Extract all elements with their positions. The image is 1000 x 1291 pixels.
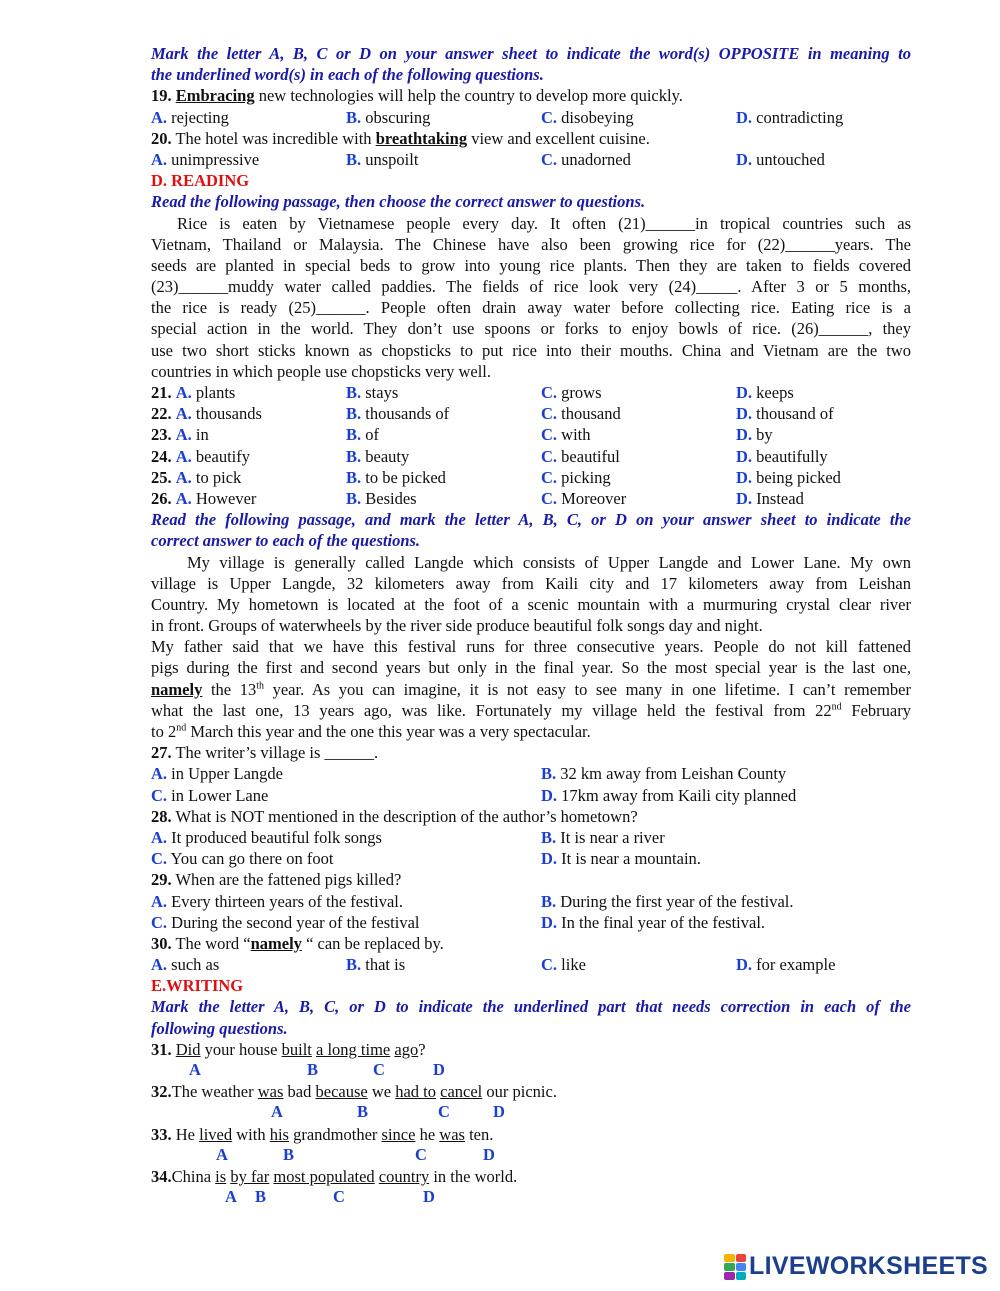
letter-d: D (433, 1060, 445, 1079)
option-25-a[interactable]: 25. A. to pick (151, 467, 242, 487)
option-27-d[interactable]: D. 17km away from Kaili city planned (541, 785, 797, 805)
option-26-b[interactable]: B. Besides (346, 488, 417, 508)
option-22-b[interactable]: B. thousands of (346, 404, 450, 424)
option-26-c[interactable]: C. Moreover (541, 488, 627, 508)
option-27-b[interactable]: B. 32 km away from Leishan County (541, 764, 787, 784)
option-26-a[interactable]: 26. A. However (151, 488, 257, 508)
underlined-part-a[interactable]: lived (199, 1124, 233, 1144)
logo-text: LIVEWORKSHEETS (749, 1252, 988, 1280)
instruction-opposite: Mark the letter A, B, C or D on your answer sheet to indicate the word(s) OPPOSITE in meaning to (151, 44, 911, 63)
instruction-writing-cont: following questions. (151, 1018, 288, 1038)
options-26 (151, 488, 911, 509)
option-24-c[interactable]: C. beautiful (541, 446, 620, 466)
option-28-b[interactable]: B. It is near a river (541, 827, 665, 847)
option-23-b[interactable]: B. of (346, 425, 380, 445)
liveworksheets-logo (724, 1252, 988, 1281)
letter-a: A (189, 1060, 201, 1079)
options-30 (151, 954, 911, 975)
option-21-a[interactable]: 21. A. plants (151, 383, 236, 402)
options-23 (151, 424, 911, 445)
option-29-a[interactable]: A. Every thirteen years of the festival. (151, 891, 403, 911)
passage-line: what the last one, 13 years ago, was like. Fortunately my village held the festival from 22nd February (151, 700, 911, 720)
instruction-opposite-cont: the underlined word(s) in each of the following questions. (151, 65, 544, 85)
option-21-b[interactable]: B. stays (346, 383, 399, 402)
letter-b: B (357, 1102, 369, 1122)
option-21-d[interactable]: D. keeps (736, 383, 794, 402)
answer-letters-31 (151, 1060, 911, 1081)
underlined-part-b[interactable]: built (281, 1039, 312, 1059)
underlined-part-d[interactable]: country (378, 1166, 430, 1186)
letter-a: A (216, 1144, 228, 1164)
passage-line: My father said that we have this festival runs for three consecutive years. People do not kill fattened (151, 637, 911, 657)
passage-line: My village is generally called Langde which consists of Upper Langde and Lower Lane. My own (187, 552, 911, 572)
underlined-part-a[interactable]: Did (175, 1039, 201, 1059)
option-30-b[interactable]: B. that is (346, 955, 406, 975)
option-29-d[interactable]: D. In the final year of the festival. (541, 912, 766, 932)
passage-line: the rice is ready (25)______. People often drain away water before collecting rice. Eating rice is a (151, 298, 911, 318)
option-23-d[interactable]: D. by (736, 425, 773, 445)
question-30: 30. The word “namely “ can be replaced by. (151, 933, 444, 953)
underlined-part-b[interactable]: his (269, 1124, 289, 1144)
options-28-row1 (151, 827, 911, 848)
underlined-part-c[interactable]: most populated (273, 1166, 375, 1186)
underlined-part-c[interactable]: had to (395, 1082, 437, 1102)
option-23-c[interactable]: C. with (541, 425, 591, 445)
question-31: 31. Did your house built a long time ago? (151, 1039, 426, 1059)
section-reading-heading: D. READING (151, 171, 250, 191)
option-19-a[interactable]: A. rejecting (151, 107, 229, 127)
option-25-c[interactable]: C. picking (541, 467, 611, 487)
options-28-row2 (151, 848, 911, 869)
option-30-c[interactable]: C. like (541, 955, 586, 975)
letter-a: A (271, 1102, 283, 1122)
option-19-d[interactable]: D. contradicting (736, 107, 844, 127)
option-29-b[interactable]: B. During the first year of the festival. (541, 891, 794, 911)
option-28-c[interactable]: C. You can go there on foot (151, 849, 334, 869)
instruction-writing: Mark the letter A, B, C, or D to indicate the underlined part that needs correction in each of the (151, 997, 911, 1017)
options-25 (151, 467, 911, 488)
passage-rice (151, 213, 911, 383)
options-29-row2 (151, 912, 911, 933)
option-23-a[interactable]: 23. A. in (151, 425, 209, 445)
options-19 (151, 107, 911, 128)
underlined-part-c[interactable]: since (381, 1124, 416, 1144)
question-34: 34.China is by far most populated country in the world. (151, 1166, 518, 1186)
letter-c: C (373, 1060, 385, 1079)
option-24-a[interactable]: 24. A. beautify (151, 446, 250, 466)
options-27-row1 (151, 763, 911, 784)
underlined-part-a[interactable]: is (215, 1166, 227, 1186)
option-27-a[interactable]: A. in Upper Langde (151, 764, 283, 784)
instruction-reading-2-cont: correct answer to each of the questions. (151, 531, 421, 551)
underlined-part-a[interactable]: was (257, 1082, 284, 1102)
worksheet-page (151, 43, 911, 1208)
option-29-c[interactable]: C. During the second year of the festival (151, 912, 420, 932)
passage-line: village is Upper Langde, 32 kilometers away from Kaili city and 17 kilometers away from Leishan (151, 573, 911, 593)
option-24-d[interactable]: D. beautifully (736, 446, 828, 466)
options-27-row2 (151, 785, 911, 806)
letter-d: D (423, 1187, 435, 1207)
passage-line: use two short sticks known as chopsticks to put rice into their mouths. China and Vietnam are the two (151, 340, 911, 360)
option-30-a[interactable]: A. such as (151, 955, 220, 975)
question-28: 28. What is NOT mentioned in the description of the author’s hometown? (151, 806, 638, 826)
passage-line: special action in the world. They don’t use spoons or forks to enjoy bowls of rice. (26)______, they (151, 319, 911, 339)
option-20-a[interactable]: A. unimpressive (151, 149, 260, 169)
letter-b: B (255, 1187, 267, 1207)
question-20: 20. The hotel was incredible with breathtaking view and excellent cuisine. (151, 128, 650, 148)
letter-a: A (225, 1187, 237, 1207)
option-24-b[interactable]: B. beauty (346, 446, 410, 466)
underlined-part-c[interactable]: a long time (316, 1039, 391, 1059)
option-20-d[interactable]: D. untouched (736, 149, 825, 169)
instruction-reading-2: Read the following passage, and mark the letter A, B, C, or D on your answer sheet to indicate the (151, 510, 911, 530)
options-22 (151, 403, 911, 424)
question-19: 19. Embracing new technologies will help the country to develop more quickly. (151, 86, 683, 106)
liveworksheets-logo-icon (724, 1254, 746, 1280)
option-22-a[interactable]: 22. A. thousands (151, 404, 262, 424)
passage-line: Rice is eaten by Vietnamese people every day. It often (21)______in tropical countries such as (177, 213, 911, 233)
option-19-b[interactable]: B. obscuring (346, 107, 431, 127)
option-27-c[interactable]: C. in Lower Lane (151, 785, 269, 805)
passage-line: seeds are planted in special beds to grow into young rice plants. Then they are taken to fields covered (151, 255, 911, 275)
answer-letters-32 (151, 1102, 911, 1123)
underlined-part-b[interactable]: because (315, 1082, 368, 1102)
passage-line: Country. My hometown is located at the foot of a scenic mountain with a murmuring crystal clear river (151, 594, 911, 614)
option-20-b[interactable]: B. unspoilt (346, 149, 419, 169)
letter-b: B (307, 1060, 319, 1079)
letter-d: D (483, 1144, 495, 1164)
instruction-reading-1: Read the following passage, then choose the correct answer to questions. (151, 192, 646, 212)
option-20-c[interactable]: C. unadorned (541, 149, 631, 169)
option-25-b[interactable]: B. to be picked (346, 467, 446, 487)
option-21-c[interactable]: C. grows (541, 383, 602, 402)
option-28-a[interactable]: A. It produced beautiful folk songs (151, 827, 382, 847)
passage-line: Vietnam, Thailand or Malaysia. The Chinese have also been growing rice for (22)______years. The (151, 234, 911, 254)
passage-line: pigs during the first and second years but only in the final year. So the most special year is the last one, (151, 658, 911, 678)
cloze-options (151, 382, 911, 509)
question-29: 29. When are the fattened pigs killed? (151, 870, 402, 890)
passage-line: in front. Groups of waterwheels by the river side produce beautiful folk songs day and night. (151, 616, 763, 636)
underlined-part-d[interactable]: cancel (440, 1082, 483, 1102)
option-19-c[interactable]: C. disobeying (541, 107, 634, 127)
letter-d: D (493, 1102, 505, 1122)
options-24 (151, 446, 911, 467)
passage-line: countries in which people use chopsticks very well. (151, 361, 491, 381)
question-27: 27. The writer’s village is ______. (151, 743, 379, 763)
answer-letters-33 (151, 1145, 911, 1166)
option-25-d[interactable]: D. being picked (736, 467, 841, 487)
option-30-d[interactable]: D. for example (736, 955, 836, 975)
option-22-c[interactable]: C. thousand (541, 404, 621, 424)
options-29-row1 (151, 891, 911, 912)
section-writing-heading: E.WRITING (151, 976, 244, 996)
option-22-d[interactable]: D. thousand of (736, 404, 834, 424)
option-28-d[interactable]: D. It is near a mountain. (541, 849, 701, 869)
passage-line: to 2nd March this year and the one this year was a very spectacular. (151, 722, 591, 741)
options-21 (151, 382, 911, 403)
letter-c: C (415, 1144, 427, 1164)
passage-village (151, 552, 911, 743)
answer-letters-34 (151, 1187, 911, 1208)
letter-c: C (333, 1187, 345, 1207)
option-26-d[interactable]: D. Instead (736, 488, 804, 508)
options-20 (151, 149, 911, 170)
question-33: 33. He lived with his grandmother since he was ten. (151, 1124, 494, 1144)
underlined-part-d[interactable]: was (439, 1124, 465, 1144)
passage-line: (23)______muddy water called paddies. The fields of rice look very (24)_____. After 3 or 5 months, (151, 277, 911, 297)
underlined-part-b[interactable]: by far (230, 1166, 270, 1186)
letter-b: B (283, 1144, 295, 1164)
letter-c: C (438, 1102, 450, 1122)
passage-line: namely the 13th year. As you can imagine, it is not easy to see many in one lifetime. I can’t remember (151, 679, 911, 699)
underlined-part-d[interactable]: ago (394, 1039, 419, 1059)
question-32: 32.The weather was bad because we had to cancel our picnic. (151, 1082, 557, 1102)
